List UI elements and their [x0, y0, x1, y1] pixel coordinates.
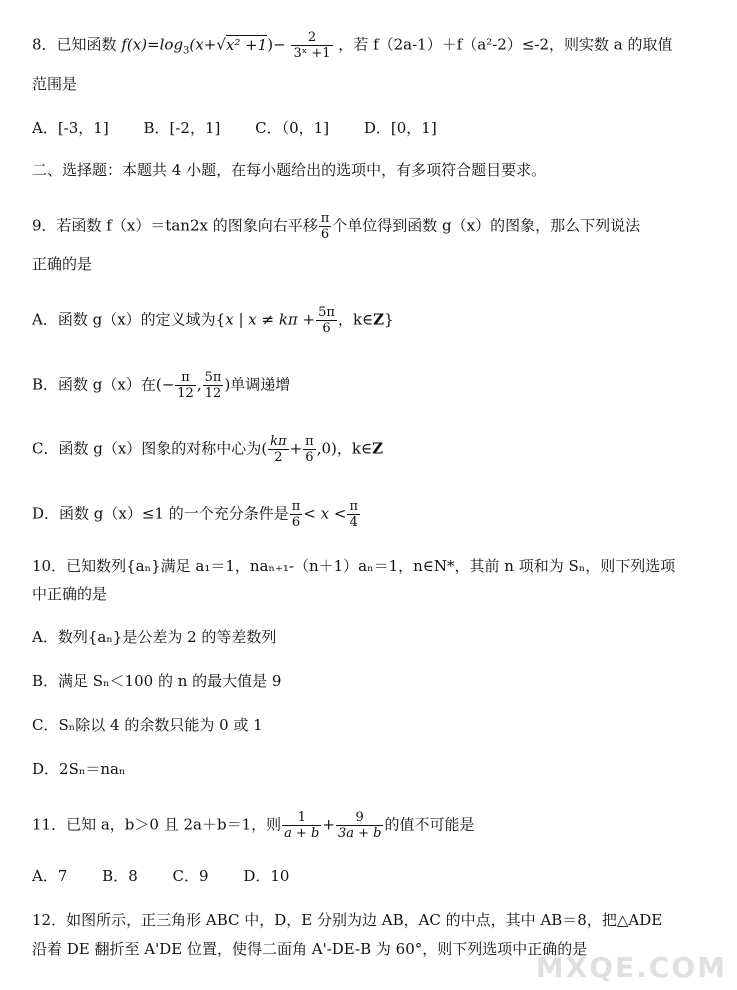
- q9-opt-c-text: C．函数 g（x）图象的对称中心为: [32, 439, 262, 458]
- q9-opt-c-plus: +: [289, 439, 303, 458]
- q9-opt-a-set: x | x ≠ kπ +: [225, 310, 316, 329]
- q9-option-c: [32, 434, 383, 465]
- q8-logbase: 3: [183, 45, 190, 57]
- q10-line1: 10．已知数列{aₙ}满足 a₁＝1，naₙ₊₁-（n＋1）aₙ＝1，n∈N*，其前 n 项和为 Sₙ，则下列选项: [32, 557, 676, 575]
- q8-arg-close: )−: [267, 35, 286, 54]
- q9-opt-b-text-b: )单调递增: [224, 375, 291, 394]
- q11-d2: 3a + b: [337, 826, 382, 841]
- q11-option-c: C．9: [172, 867, 209, 885]
- q9-opt-d-n2: π: [349, 499, 358, 514]
- q8-frac-den: 3ˣ +1: [293, 46, 331, 61]
- q9-line1: [32, 211, 640, 242]
- q8-option-a: A．[-3，1]: [32, 119, 109, 137]
- q9-opt-c-n2: π: [305, 434, 314, 449]
- q8-option-c: C．（0，1]: [255, 119, 330, 137]
- q9-opt-c-frac2: [303, 434, 316, 465]
- q9-opt-c-z: Z: [372, 439, 384, 458]
- q9-opt-a-num: 5π: [318, 305, 335, 320]
- q11-text-b: 的值不可能是: [384, 815, 475, 834]
- q9-opt-d-frac1: [290, 499, 303, 530]
- q8-sqrt-body: x² +1: [225, 35, 268, 54]
- q9-opt-d-n1: π: [291, 499, 301, 514]
- q9-opt-b-frac2: [203, 370, 224, 401]
- q8-options: [32, 118, 467, 138]
- q11-n2: 9: [336, 810, 384, 826]
- q8-func: f(x)=log: [121, 35, 184, 54]
- section-2-heading: 二、选择题：本题共 4 小题，在每小题给出的选项中，有多项符合题目要求。: [32, 161, 547, 179]
- q9-opt-a-text: A．函数 g（x）的定义域为{: [32, 310, 226, 329]
- q9-opt-a-text-b: ，k∈: [337, 310, 374, 329]
- q12-line1: 12．如图所示，正三角形 ABC 中，D，E 分别为边 AB，AC 的中点，其中 AB＝8，把△ADE: [32, 911, 663, 929]
- q9-opt-d-mid: < x <: [303, 504, 347, 523]
- q10-option-c: C．Sₙ除以 4 的余数只能为 0 或 1: [32, 716, 263, 734]
- q11-option-b: B．8: [102, 867, 138, 885]
- q9-opt-d-text: D．函数 g（x）≤1 的一个充分条件是: [32, 504, 289, 523]
- q9-opt-a-fraction: [316, 305, 337, 336]
- q9-opt-b-open: (−: [155, 375, 175, 394]
- q8-option-d: D．[0，1]: [363, 119, 437, 137]
- q11-options: [32, 866, 319, 886]
- q9-opt-b-n1: π: [175, 370, 196, 386]
- q11-frac1: [282, 810, 321, 841]
- q9-opt-d-d2: 4: [349, 515, 358, 530]
- q10-option-d: D．2Sₙ＝naₙ: [32, 760, 126, 778]
- q12-line2: 沿着 DE 翻折至 A'DE 位置，使得二面角 A'-DE-B 为 60°，则下列选项中正确的是: [32, 940, 588, 958]
- q9-opt-c-d1: 2: [274, 450, 283, 465]
- q9-opt-d-frac2: [347, 499, 360, 530]
- q9-opt-c-n1: kπ: [270, 434, 287, 449]
- q8-condition: ，若 f（2a-1）＋f（a²-2）≤-2，则实数 a 的取值: [338, 35, 673, 54]
- q11-frac2: [336, 810, 384, 841]
- q9-opt-b-d2: 12: [204, 386, 222, 401]
- q8-line2: 范围是: [32, 75, 78, 93]
- q8-line1: [32, 30, 673, 62]
- q9-opt-b-frac1: [175, 370, 196, 401]
- q9-option-d: [32, 499, 361, 530]
- q9-option-b: B．函数 g（x）在(− $\frac{\pi}{12}$ , $\frac{5\pi}{12}$ )单调递增: [32, 370, 291, 401]
- q9-text-b: 个单位得到函数 g（x）的图象，那么下列说法: [332, 216, 641, 235]
- q10-option-b: B．满足 Sₙ＜100 的 n 的最大值是 9: [32, 672, 282, 690]
- q9-opt-c-text-b: ，k∈: [336, 439, 373, 458]
- q9-option-a: [32, 305, 394, 336]
- q9-opt-b-n2: 5π: [204, 370, 222, 385]
- q9-opt-c-frac1: [268, 434, 288, 465]
- q9-opt-a-den: 6: [322, 321, 331, 336]
- watermark-logo: MXQE.COM: [535, 951, 727, 984]
- q8-fraction: [291, 30, 332, 61]
- q11-n1: 1: [282, 810, 321, 826]
- q9-opt-a-close: }: [384, 310, 394, 329]
- q11-line1: [32, 810, 474, 841]
- q9-opt-b-d1: 12: [177, 386, 194, 401]
- q10-line2: 中正确的是: [32, 585, 108, 603]
- q9-opt-d-d1: 6: [291, 515, 301, 530]
- q9-frac-num: π: [320, 211, 330, 226]
- q9-fraction: [319, 211, 332, 242]
- q9-opt-c-open: (: [261, 439, 268, 458]
- q8-frac-num: 2: [291, 30, 332, 46]
- q11-plus: +: [322, 815, 335, 834]
- q9-opt-a-z: Z: [373, 310, 385, 329]
- q8-number: 8．已知函数: [32, 35, 117, 54]
- q9-opt-c-d2: 6: [305, 450, 314, 465]
- q9-text-a: 9．若函数 f（x）＝tan2x 的图象向右平移: [32, 216, 318, 235]
- q11-text-a: 11．已知 a，b＞0 且 2a＋b＝1，则: [32, 815, 282, 834]
- q9-frac-den: 6: [320, 227, 330, 242]
- q9-opt-b-text: B．函数 g（x）在: [32, 375, 156, 394]
- sqrt-icon: √: [216, 35, 226, 54]
- q9-line2: 正确的是: [32, 255, 93, 273]
- q11-option-a: A．7: [32, 867, 68, 885]
- q11-d1: a + b: [284, 826, 320, 841]
- q8-option-b: B．[-2，1]: [143, 119, 221, 137]
- q11-option-d: D．10: [243, 867, 290, 885]
- q9-opt-c-close: ,0): [316, 439, 337, 458]
- q8-arg-open: (x+: [189, 35, 217, 54]
- q10-option-a: A．数列{aₙ}是公差为 2 的等差数列: [32, 628, 277, 646]
